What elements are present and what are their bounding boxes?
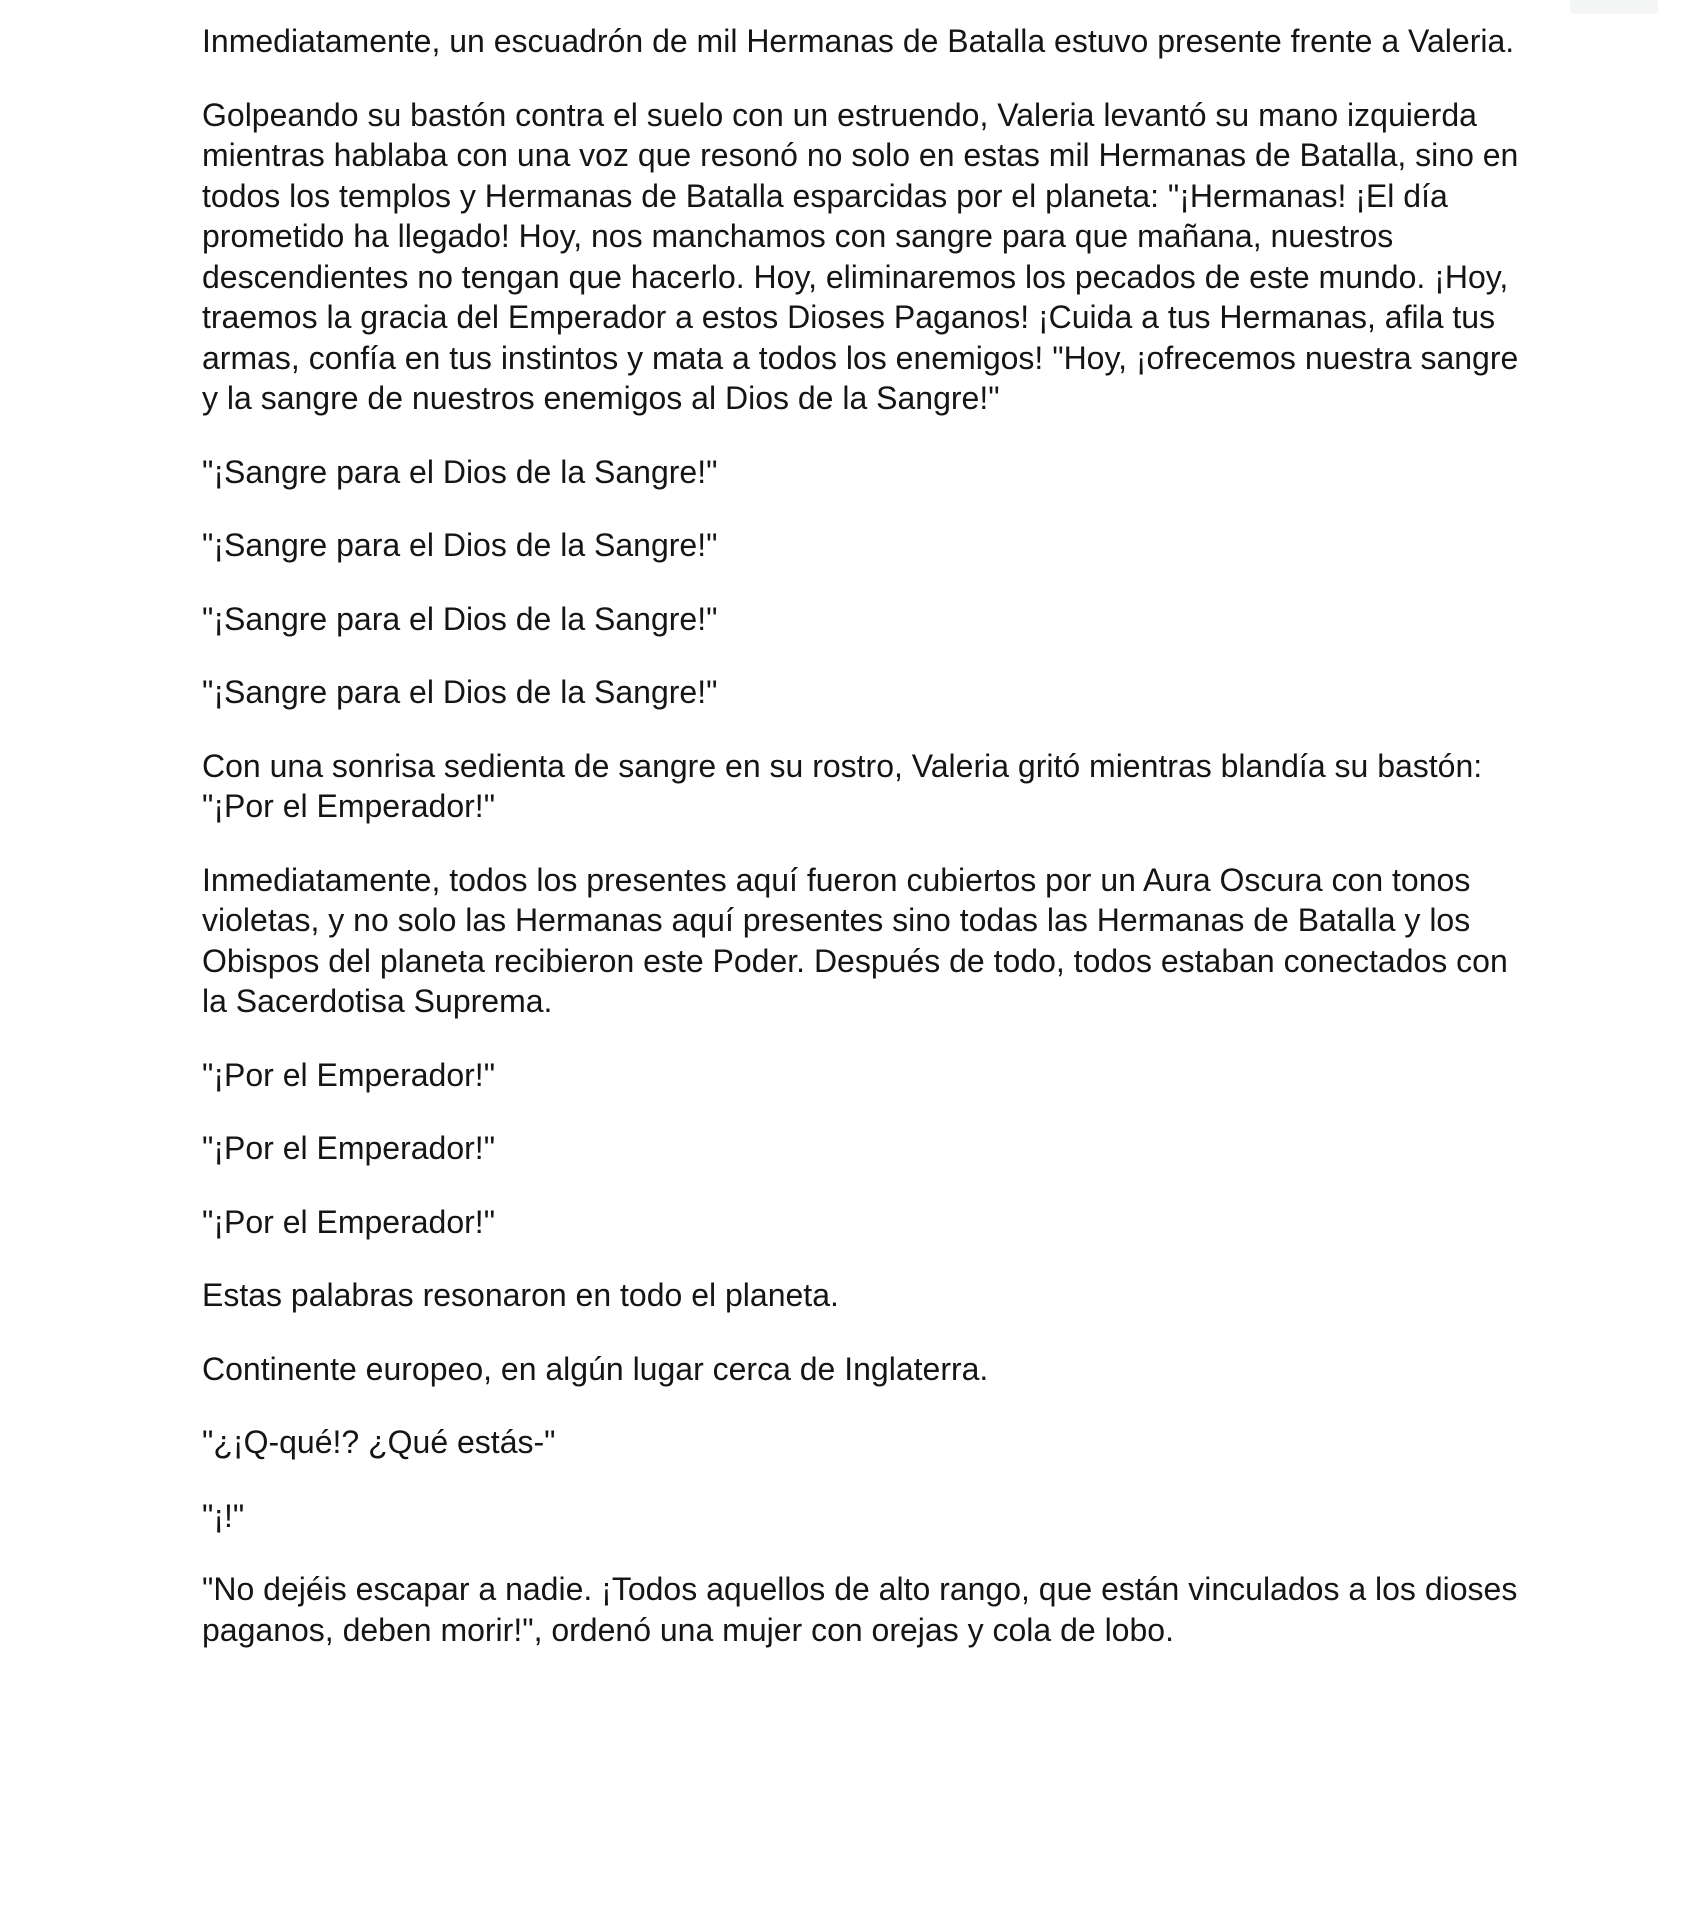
paragraph-1: Inmediatamente, un escuadrón de mil Hermanas de Batalla estuvo presente frente a Valeria. <box>202 23 1515 59</box>
paragraph-6: "¡Sangre para el Dios de la Sangre!" <box>202 674 718 710</box>
document-body <box>202 21 1532 1683</box>
paragraph-2: Golpeando su bastón contra el suelo con un estruendo, Valeria levantó su mano izquierda mientras hablaba con una voz que resonó no solo en estas mil Hermanas de Batalla, sino en todos los templos y Hermanas de Batalla esparcidas por el planeta: "¡Hermanas! ¡El día prometido ha llegado! Hoy, nos manchamos con sangre para que mañana, nuestros descendientes no tengan que hacerlo. Hoy, eliminaremos los pecados de este mundo. ¡Hoy, traemos la gracia del Emperador a estos Dioses Paganos! ¡Cuida a tus Hermanas, afila tus armas, confía en tus instintos y mata a todos los enemigos! "Hoy, ¡ofrecemos nuestra sangre y la sangre de nuestros enemigos al Dios de la Sangre!" <box>202 96 1519 416</box>
paragraph-3: "¡Sangre para el Dios de la Sangre!" <box>202 453 718 490</box>
page-corner-mark <box>1570 0 1658 14</box>
paragraph-8: Inmediatamente, todos los presentes aquí fueron cubiertos por un Aura Oscura con tonos violetas, y no solo las Hermanas aquí presentes sino todas las Hermanas de Batalla y los Obispos del planeta recibieron este Poder. Después de todo, todos estaban conectados con la Sacerdotisa Suprema. <box>202 861 1508 1019</box>
paragraph-12: Estas palabras resonaron en todo el planeta. <box>202 1277 839 1313</box>
paragraph-13: Continente europeo, en algún lugar cerca de Inglaterra. <box>202 1350 989 1387</box>
paragraph-4: "¡Sangre para el Dios de la Sangre!" <box>202 527 718 563</box>
paragraph-10: "¡Por el Emperador!" <box>202 1130 496 1166</box>
paragraph-14: "¿¡Q-qué!? ¿Qué estás-" <box>202 1424 556 1460</box>
paragraph-9: "¡Por el Emperador!" <box>202 1056 496 1093</box>
paragraph-5: "¡Sangre para el Dios de la Sangre!" <box>202 600 718 637</box>
paragraph-11: "¡Por el Emperador!" <box>202 1203 496 1240</box>
paragraph-7: Con una sonrisa sedienta de sangre en su rostro, Valeria gritó mientras blandía su bastón: "¡Por el Emperador!" <box>202 747 1483 824</box>
paragraph-15: "¡!" <box>202 1497 245 1534</box>
paragraph-16: "No dejéis escapar a nadie. ¡Todos aquellos de alto rango, que están vinculados a los dioses paganos, deben morir!", ordenó una mujer con orejas y cola de lobo. <box>202 1571 1518 1648</box>
